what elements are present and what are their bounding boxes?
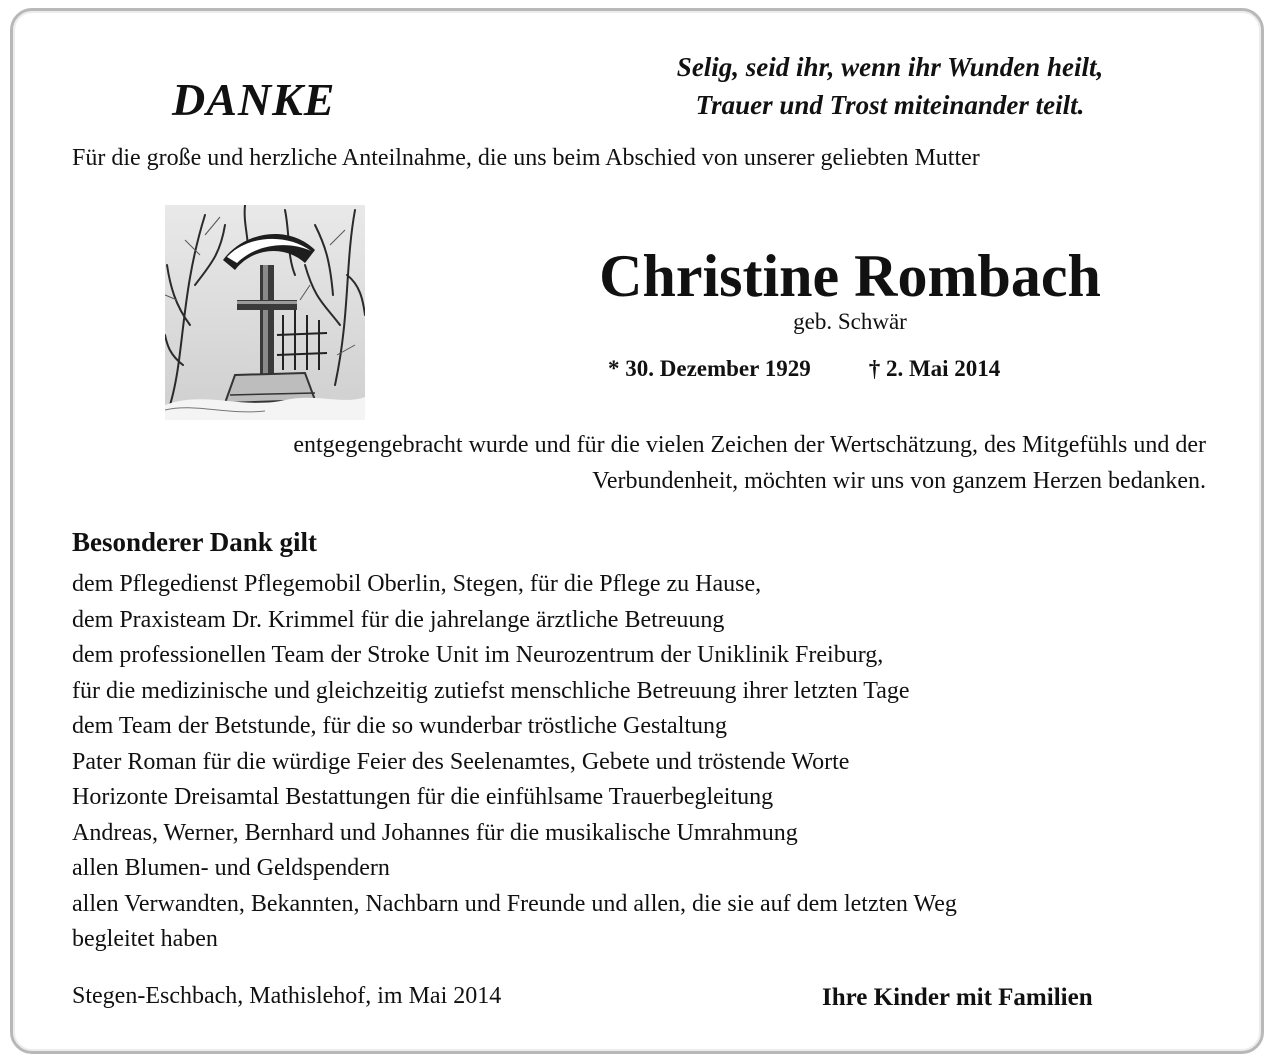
special-thanks-line: dem professionellen Team der Stroke Unit im Neurozentrum der Uniklinik Freiburg, xyxy=(72,642,884,668)
special-thanks-line: dem Pflegedienst Pflegemobil Oberlin, Stegen, für die Pflege zu Hause, xyxy=(72,571,762,597)
special-thanks-line: Pater Roman für die würdige Feier des Seelenamtes, Gebete und tröstende Worte xyxy=(72,748,850,775)
special-thanks-line: allen Blumen- und Geldspendern xyxy=(72,855,390,881)
thanks-line: Verbundenheit, möchten wir uns von ganzem Herzen bedanken. xyxy=(592,468,1206,494)
birth-date: * 30. Dezember 1929 xyxy=(608,356,811,381)
special-thanks-line: dem Team der Betstunde, für die so wunderbar tröstliche Gestaltung xyxy=(72,713,728,739)
special-thanks-line: für die medizinische und gleichzeitig zutiefst menschliche Betreuung ihrer letzten Tage xyxy=(72,677,910,704)
danke-heading: DANKE xyxy=(172,74,336,125)
special-thanks-list xyxy=(72,567,957,958)
intro-text: Für die große und herzliche Anteilnahme, die uns beim Abschied von unserer geliebten Mutter xyxy=(72,145,980,171)
verse-line: Selig, seid ihr, wenn ihr Wunden heilt, xyxy=(676,52,1104,82)
death-date: † 2. Mai 2014 xyxy=(868,356,1001,381)
special-thanks-line: begleitet haben xyxy=(72,926,218,952)
special-thanks-heading: Besonderer Dank gilt xyxy=(72,527,318,557)
special-thanks-line: dem Praxisteam Dr. Krimmel für die jahrelange ärztliche Betreuung xyxy=(72,606,725,633)
thanks-paragraph xyxy=(60,427,1206,499)
birth-name: geb. Schwär xyxy=(793,309,907,334)
thanks-line: entgegengebracht wurde und für die vielen Zeichen der Wertschätzung, des Mitgefühls und der xyxy=(293,432,1206,458)
verse-quote xyxy=(600,48,1180,124)
winter-wayside-cross-drawing-icon xyxy=(165,205,365,420)
special-thanks-line: allen Verwandten, Bekannten, Nachbarn und Freunde und allen, die sie auf dem letzten Weg xyxy=(72,890,957,917)
verse-line: Trauer und Trost miteinander teilt. xyxy=(695,90,1085,120)
deceased-name: Christine Rombach xyxy=(599,243,1101,309)
signature: Ihre Kinder mit Familien xyxy=(822,984,1093,1011)
life-dates xyxy=(608,353,1000,385)
special-thanks-line: Andreas, Werner, Bernhard und Johannes für die musikalische Umrahmung xyxy=(72,819,798,846)
special-thanks-line: Horizonte Dreisamtal Bestattungen für die einfühlsame Trauerbegleitung xyxy=(72,784,774,810)
place-date: Stegen-Eschbach, Mathislehof, im Mai 2014 xyxy=(72,983,502,1009)
